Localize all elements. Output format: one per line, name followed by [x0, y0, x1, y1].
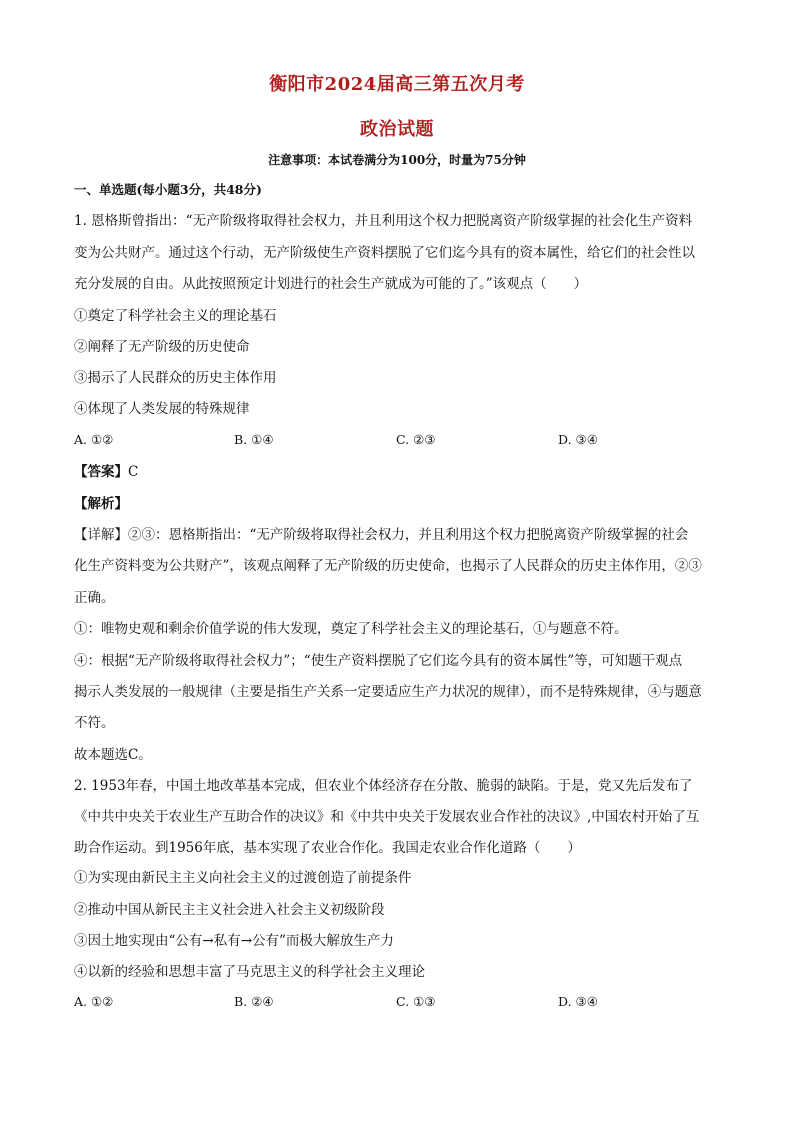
q2-choice-c: C. ①③: [396, 994, 436, 1009]
q1-choice-c: C. ②③: [396, 432, 436, 447]
q1-detail-line: 故本题选C。: [74, 747, 152, 763]
q1-choice-b: B. ①④: [234, 432, 274, 447]
q1-option: ①奠定了科学社会主义的理论基石: [74, 308, 277, 324]
q2-stem-line: 2. 1953年春，中国土地改革基本完成，但农业个体经济存在分散、脆弱的缺陷。于是，党又先后发布了: [74, 778, 693, 794]
q1-detail-line: 正确。: [74, 590, 115, 606]
q1-stem-line: 1. 恩格斯曾指出：“无产阶级将取得社会权力，并且利用这个权力把脱离资产阶级掌握的社会化生产资料: [74, 213, 693, 229]
q1-choice-d: D. ③④: [558, 432, 598, 447]
q1-choice-a: A. ①②: [74, 432, 114, 447]
q2-choices: [74, 994, 734, 1012]
exam-title: 衡阳市2024届高三第五次月考: [269, 74, 525, 95]
q2-choice-a: A. ①②: [74, 994, 114, 1009]
exam-notice: 注意事项：本试卷满分为100分，时量为75分钟: [268, 153, 526, 167]
q1-detail-line: 化生产资料变为公共财产”，该观点阐释了无产阶级的历史使命，也揭示了人民群众的历史主体作用，②③: [74, 558, 702, 574]
q1-detail-line: 揭示人类发展的一般规律（主要是指生产关系一定要适应生产力状况的规律），而不是特殊规律，④与题意: [74, 684, 702, 700]
q1-answer: [74, 463, 734, 481]
q2-stem-line: 助合作运动。到1956年底，基本实现了农业合作化。我国走农业合作化道路（ ）: [74, 840, 581, 856]
q1-detail-line: 不符。: [74, 715, 115, 731]
q1-choices: [74, 432, 734, 450]
answer-value: C: [128, 464, 139, 480]
q1-option: ③揭示了人民群众的历史主体作用: [74, 370, 277, 386]
q2-choice-d: D. ③④: [558, 994, 598, 1009]
q1-detail-line: ①：唯物史观和剩余价值学说的伟大发现，奠定了科学社会主义的理论基石，①与题意不符。: [74, 621, 628, 637]
q2-stem-line: 《中共中央关于农业生产互助合作的决议》和《中共中央关于发展农业合作社的决议》,中国农村开始了互: [74, 809, 700, 825]
analysis-tag: 【解析】: [74, 496, 128, 512]
q1-detail-line: ④：根据“无产阶级将取得社会权力”；“使生产资料摆脱了它们迄今具有的资本属性”等，可知题干观点: [74, 653, 683, 669]
q2-option: ③因土地实现由“公有→私有→公有”而极大解放生产力: [74, 933, 394, 949]
q1-option: ②阐释了无产阶级的历史使命: [74, 339, 250, 355]
exam-subtitle: 政治试题: [360, 119, 434, 140]
q1-option: ④体现了人类发展的特殊规律: [74, 401, 250, 417]
q2-option: ④以新的经验和思想丰富了马克思主义的科学社会主义理论: [74, 964, 425, 980]
q1-stem-line: 充分发展的自由。从此按照预定计划进行的社会生产就成为可能的了。”该观点（ ）: [74, 276, 588, 292]
q1-stem-line: 变为公共财产。通过这个行动，无产阶级使生产资料摆脱了它们迄今具有的资本属性，给它们的社会性以: [74, 245, 695, 261]
answer-tag: 【答案】: [74, 464, 128, 480]
q1-analysis-tag: [74, 495, 734, 513]
section-heading: 一、单选题(每小题3分，共48分): [74, 182, 262, 197]
q2-option: ①为实现由新民主主义向社会主义的过渡创造了前提条件: [74, 870, 412, 886]
q2-option: ②推动中国从新民主主义社会进入社会主义初级阶段: [74, 902, 385, 918]
q2-choice-b: B. ②④: [234, 994, 274, 1009]
q1-detail-line: 【详解】②③：恩格斯指出：“无产阶级将取得社会权力，并且利用这个权力把脱离资产阶级掌握的社会: [74, 527, 689, 543]
